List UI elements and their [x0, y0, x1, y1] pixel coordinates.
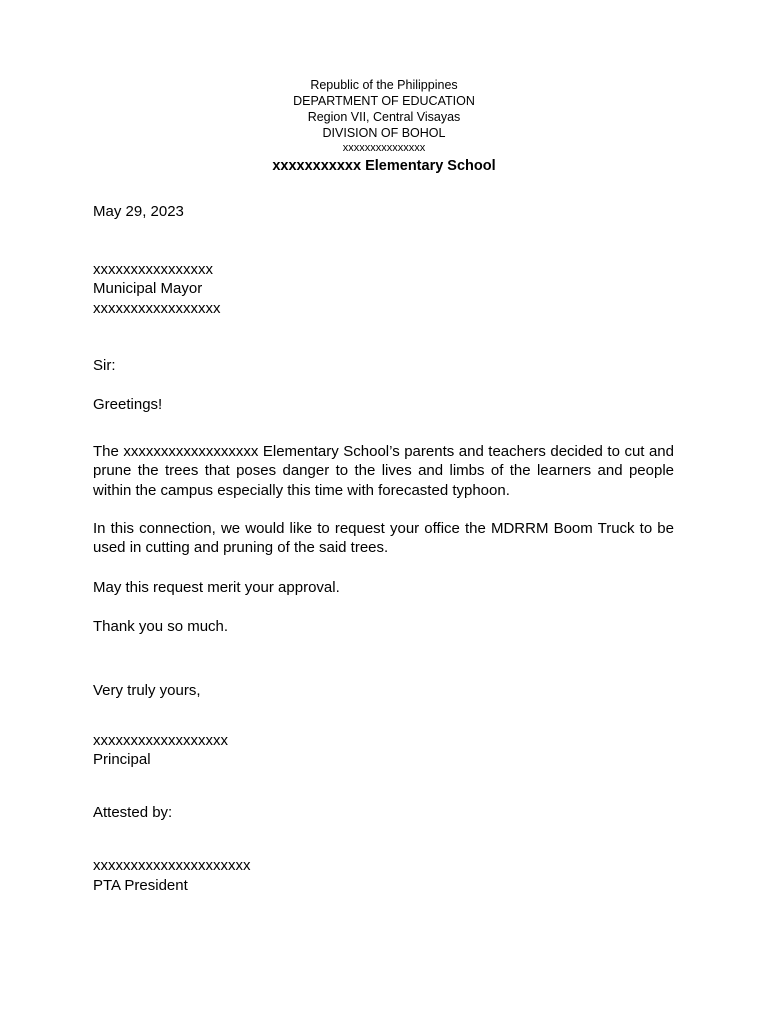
greeting: Greetings! — [93, 396, 163, 413]
recipient-title: Municipal Mayor — [93, 280, 203, 297]
body-paragraph-2: In this connection, we would like to request your office the MDRRM Boom Truck to be used in cutting and pruning of the said trees. — [93, 520, 674, 557]
complimentary-close: Very truly yours, — [93, 682, 201, 699]
recipient-name: xxxxxxxxxxxxxxxx — [93, 261, 213, 278]
letter-date: May 29, 2023 — [93, 203, 184, 220]
body-paragraph-4: Thank you so much. — [93, 618, 229, 635]
attester-name: xxxxxxxxxxxxxxxxxxxxx — [93, 857, 251, 874]
signatory-name: xxxxxxxxxxxxxxxxxx — [93, 732, 228, 749]
letterhead-school-name: xxxxxxxxxxx Elementary School — [272, 158, 496, 174]
letterhead-region: Region VII, Central Visayas — [307, 110, 461, 124]
letterhead-district: xxxxxxxxxxxxxxx — [342, 142, 426, 154]
recipient-address: xxxxxxxxxxxxxxxxx — [93, 300, 221, 317]
letterhead-department: DEPARTMENT OF EDUCATION — [293, 94, 475, 108]
signatory-title: Principal — [93, 751, 151, 768]
letterhead — [0, 77, 768, 176]
body-paragraph-3: May this request merit your approval. — [93, 579, 340, 596]
salutation: Sir: — [93, 357, 116, 374]
letterhead-division: DIVISION OF BOHOL — [322, 126, 446, 140]
attester-title: PTA President — [93, 877, 188, 894]
attested-by-label: Attested by: — [93, 804, 173, 821]
letterhead-republic: Republic of the Philippines — [310, 78, 458, 92]
body-paragraph-1: The xxxxxxxxxxxxxxxxxx Elementary School’s parents and teachers decided to cut and prune the trees that poses danger to the lives and limbs of the learners and people within the campus especially this time with forecasted typhoon. — [93, 443, 674, 499]
